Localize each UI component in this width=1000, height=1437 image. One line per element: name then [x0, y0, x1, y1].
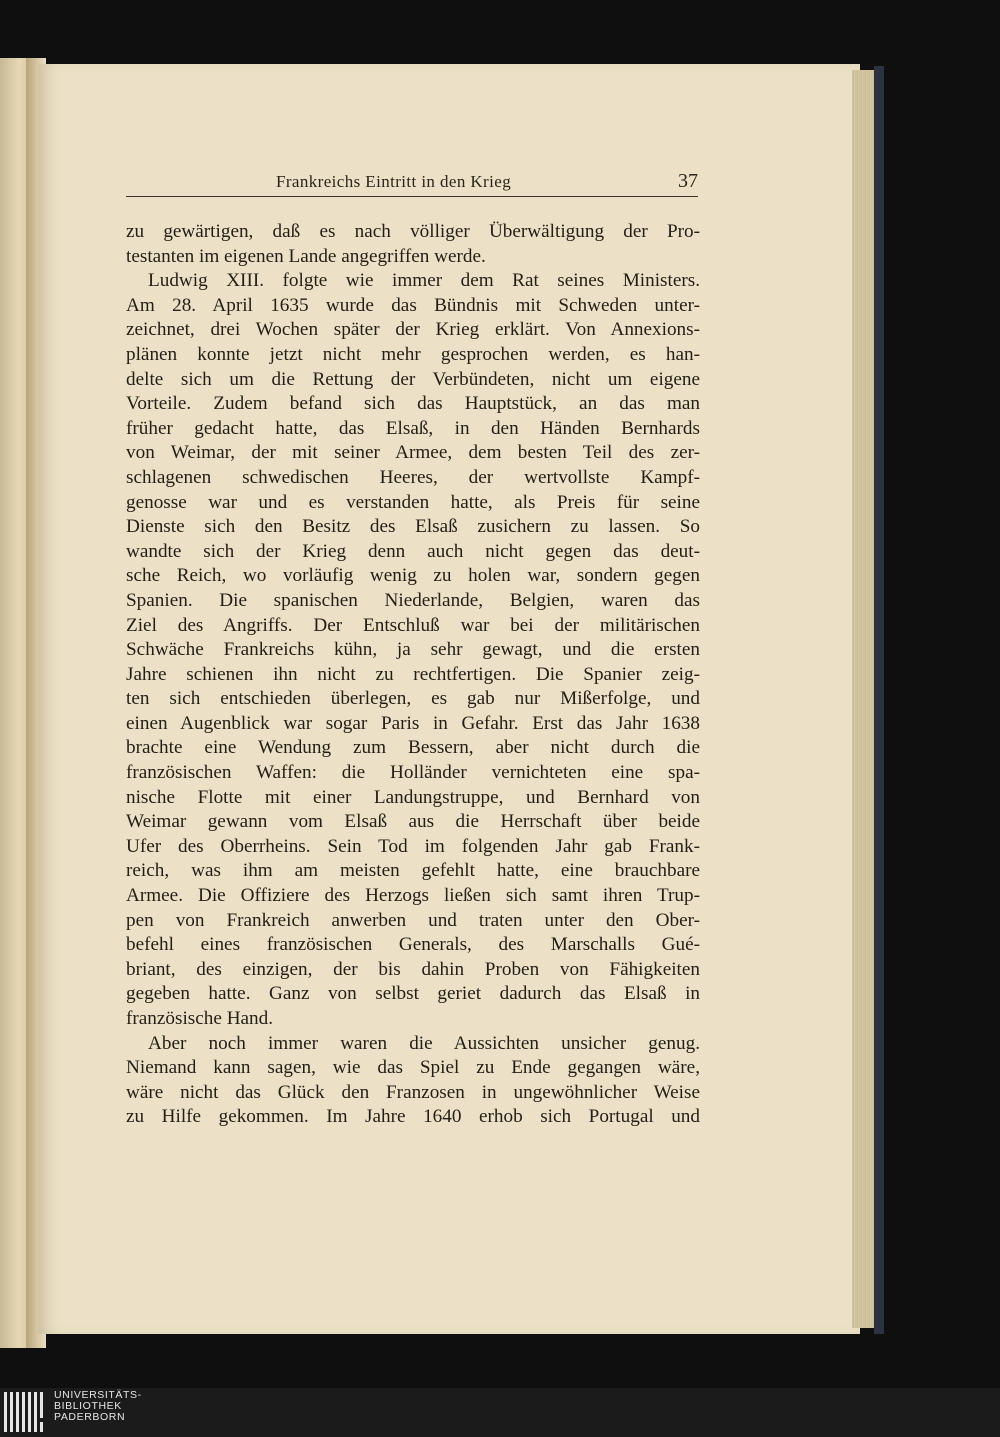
text-line: delte sich um die Rettung der Verbündeten, nicht um eigene	[126, 368, 700, 390]
text-line: ten sich entschieden überlegen, es gab nur Mißerfolge, und	[126, 688, 700, 710]
text-line: französischen Waffen: die Holländer vernichteten eine spa-	[126, 762, 700, 784]
text-line: testanten im eigenen Lande angegriffen werde.	[126, 245, 486, 267]
text-line: befehl eines französischen Generals, des Marschalls Gué-	[126, 934, 700, 956]
text-line: zu gewärtigen, daß es nach völliger Überwältigung der Pro-	[126, 221, 700, 242]
text-line: wandte sich der Krieg denn auch nicht gegen das deut-	[126, 540, 700, 562]
text-line: Armee. Die Offiziere des Herzogs ließen sich samt ihren Trup-	[126, 885, 700, 907]
text-line: schlagenen schwedischen Heeres, der wertvollste Kampf-	[126, 466, 700, 488]
text-line: zu Hilfe gekommen. Im Jahre 1640 erhob sich Portugal und	[126, 1106, 700, 1128]
text-line: Ludwig XIII. folgte wie immer dem Rat seines Ministers.	[148, 270, 700, 292]
book-cover-edge	[874, 66, 884, 1334]
text-line: plänen konnte jetzt nicht mehr gesprochen werden, es han-	[126, 343, 700, 365]
text-line: reich, was ihm am meisten gefehlt hatte, eine brauchbare	[126, 860, 700, 882]
text-line: gegeben hatte. Ganz von selbst geriet dadurch das Elsaß in	[126, 983, 700, 1005]
library-logo-icon	[2, 1390, 50, 1434]
body-text	[126, 220, 700, 1130]
text-line: Am 28. April 1635 wurde das Bündnis mit Schweden unter-	[126, 294, 700, 316]
text-line: französische Hand.	[126, 1008, 274, 1029]
text-line: Schwäche Frankreichs kühn, ja sehr gewagt, und die ersten	[126, 639, 700, 661]
text-line: sche Reich, wo vorläufig wenig zu holen war, sondern gegen	[126, 565, 700, 587]
text-line: Ziel des Angriffs. Der Entschluß war bei der militärischen	[126, 614, 700, 636]
page-number: 37	[678, 170, 698, 192]
library-name	[54, 1390, 142, 1423]
text-line: brachte eine Wendung zum Bessern, aber nicht durch die	[126, 737, 700, 759]
text-line: zeichnet, drei Wochen später der Krieg erklärt. Von Annexions-	[126, 319, 700, 341]
text-line: Weimar gewann vom Elsaß aus die Herrschaft über beide	[126, 811, 700, 833]
text-line: einen Augenblick war sogar Paris in Gefahr. Erst das Jahr 1638	[126, 712, 700, 734]
library-name-line: BIBLIOTHEK	[54, 1400, 122, 1412]
text-line: Niemand kann sagen, wie das Spiel zu Ende gegangen wäre,	[126, 1057, 700, 1079]
text-line: genosse war und es verstanden hatte, als Preis für seine	[126, 491, 700, 513]
library-name-line: UNIVERSITÄTS-	[54, 1389, 142, 1401]
text-line: nische Flotte mit einer Landungstruppe, und Bernhard von	[126, 786, 700, 808]
text-line: Jahre schienen ihn nicht zu rechtfertigen. Die Spanier zeig-	[126, 663, 700, 685]
text-line: Spanien. Die spanischen Niederlande, Belgien, waren das	[126, 589, 700, 611]
text-line: Vorteile. Zudem befand sich das Hauptstück, an das man	[126, 393, 700, 415]
text-line: briant, des einzigen, der bis dahin Proben von Fähigkeiten	[126, 958, 700, 980]
text-line: von Weimar, der mit seiner Armee, dem besten Teil des zer-	[126, 442, 700, 464]
running-head	[126, 172, 698, 197]
running-head-title: Frankreichs Eintritt in den Krieg	[276, 172, 512, 191]
text-line: pen von Frankreich anwerben und traten unter den Ober-	[126, 909, 700, 931]
text-line: früher gedacht hatte, das Elsaß, in den Händen Bernhards	[126, 417, 700, 439]
text-line: Ufer des Oberrheins. Sein Tod im folgenden Jahr gab Frank-	[126, 835, 700, 857]
library-footer	[0, 1388, 1000, 1437]
text-line: wäre nicht das Glück den Franzosen in ungewöhnlicher Weise	[126, 1081, 700, 1103]
text-line: Dienste sich den Besitz des Elsaß zusichern zu lassen. So	[126, 516, 700, 538]
text-line: Aber noch immer waren die Aussichten unsicher genug.	[148, 1032, 700, 1054]
library-name-line: PADERBORN	[54, 1411, 126, 1423]
